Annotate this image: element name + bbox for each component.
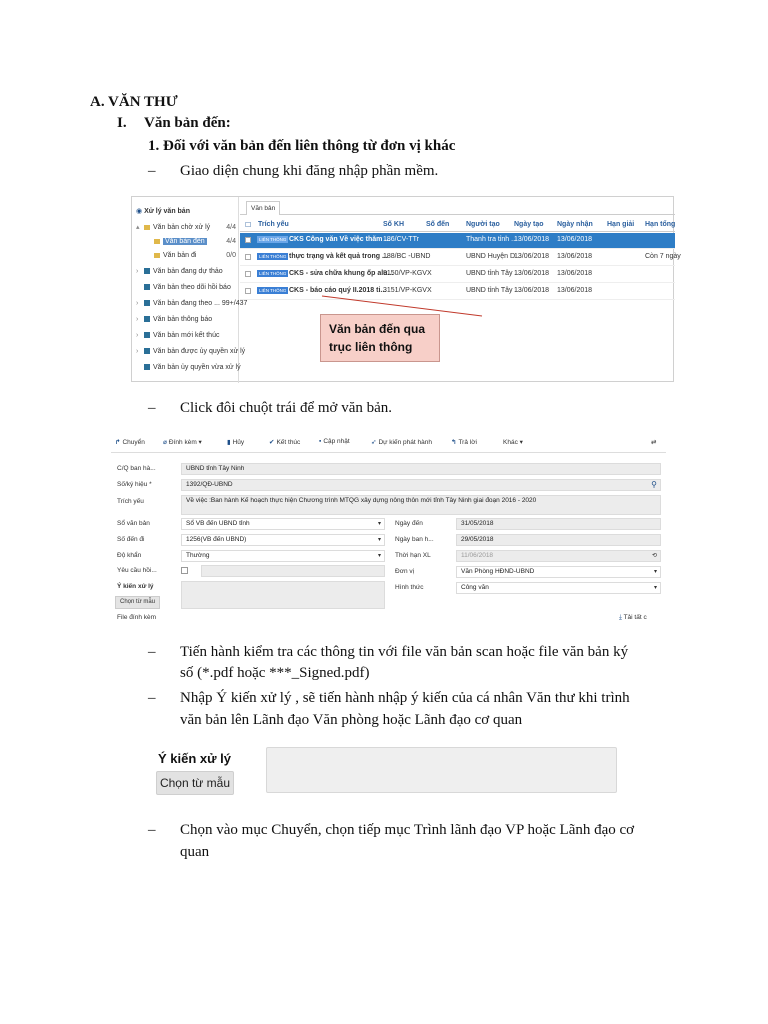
callout-box — [320, 314, 440, 362]
column-header[interactable]: Số KH — [383, 221, 404, 228]
row-created: 13/06/2018 — [514, 253, 550, 260]
link-badge: LIÊN THÔNG — [259, 271, 287, 276]
reply-required-checkbox[interactable] — [181, 567, 188, 574]
caret-down-icon: ▾ — [653, 585, 657, 591]
trash-icon: ▮ — [227, 439, 231, 446]
finish-button[interactable]: ✔ Kết thúc — [269, 439, 301, 446]
unit-select[interactable]: Văn Phòng HĐND-UBND ▾ — [456, 566, 661, 578]
reply-required-label: Yêu cầu hồi... — [117, 567, 157, 574]
send-icon: ➶ — [371, 439, 377, 446]
column-header[interactable]: Ngày tạo — [514, 221, 544, 228]
row-number: 186/CV-TTr — [383, 236, 419, 243]
reply-button[interactable]: ↰ Trả lời — [451, 439, 477, 446]
callout-line: trục liên thông — [329, 340, 413, 354]
section-i-heading: Văn bản đến: — [144, 115, 231, 131]
chevron-right-icon: › — [136, 348, 139, 355]
register-select[interactable]: Sổ VB đến UBND tỉnh ▾ — [181, 518, 385, 530]
row-created: 13/06/2018 — [514, 287, 550, 294]
issue-date-label: Ngày ban h... — [395, 536, 434, 543]
caret-down-icon: ▾ — [377, 537, 381, 543]
bullet-dash: – — [148, 690, 156, 706]
incoming-number-label: Số đến đi — [117, 536, 145, 543]
column-header[interactable]: Người tạo — [466, 221, 500, 228]
table-row[interactable] — [240, 233, 675, 249]
check-icon: ✔ — [269, 439, 275, 446]
issuer-field[interactable]: UBND tỉnh Tây Ninh — [181, 463, 661, 475]
search-icon[interactable]: ⚲ — [651, 480, 657, 489]
choose-template-button-large[interactable]: Chọn từ mẫu — [156, 771, 234, 795]
chevron-down-icon: ▴ — [136, 224, 140, 231]
folder-icon — [144, 225, 150, 230]
row-creator: UBND tỉnh Tây ... — [466, 270, 521, 277]
choose-template-button[interactable]: Chọn từ mẫu — [115, 596, 160, 609]
bullet-2-text: Click đôi chuột trái để mở văn bản. — [180, 400, 393, 416]
forward-icon: ↱ — [115, 439, 121, 446]
opinion-title: Ý kiến xử lý — [158, 751, 232, 766]
opinion-label: Ý kiến xử lý — [117, 583, 154, 590]
tree-item-delegate-done[interactable]: Văn bản ủy quyền vừa xử lý — [132, 361, 239, 374]
row-summary: CKS - báo cáo quý II.2018 ti... — [289, 287, 387, 294]
tree-item-follow[interactable]: Văn bản theo dõi hồi báo — [132, 281, 239, 294]
row-creator: UBND Huyện D... — [466, 253, 521, 260]
row-summary: thực trạng và kết quả trong ... — [289, 253, 388, 260]
row-created: 13/06/2018 — [514, 270, 550, 277]
list-icon — [144, 316, 150, 322]
reply-icon: ↰ — [451, 439, 457, 446]
tree-item-tracking[interactable]: › Văn bản đang theo ... 99+/437 — [132, 297, 239, 310]
forward-button[interactable]: ↱ Chuyển — [115, 439, 145, 446]
save-icon: ▪ — [319, 438, 322, 445]
caret-down-icon: ▾ — [377, 553, 381, 559]
table-header — [240, 218, 675, 232]
more-button[interactable]: Khác ▾ — [503, 439, 523, 446]
arrival-date-label: Ngày đến — [395, 520, 423, 527]
column-header[interactable]: Trích yếu — [258, 221, 289, 228]
opinion-textarea[interactable] — [181, 581, 385, 609]
column-header[interactable]: Hạn giải — [607, 221, 635, 228]
list-icon — [144, 300, 150, 306]
urgency-label: Độ khẩn — [117, 552, 142, 559]
subsection-1-heading: 1. Đối với văn bản đến liên thông từ đơn vị khác — [148, 138, 456, 154]
table-row[interactable] — [240, 250, 681, 266]
urgency-select[interactable]: Thường ▾ — [181, 550, 385, 562]
row-number: 3151/VP-KGVX — [383, 287, 432, 294]
tree-item-drafts[interactable]: › Văn bản đang dự thảo — [132, 265, 239, 278]
row-received: 13/06/2018 — [557, 270, 593, 277]
list-icon — [144, 332, 150, 338]
row-summary: CKS - sửa chữa khung ốp alu... — [289, 270, 394, 277]
tree-item-delegated[interactable]: › Văn bản được ủy quyền xử lý — [132, 345, 239, 358]
row-created: 13/06/2018 — [514, 236, 550, 243]
issuer-label: C/Q ban hà... — [117, 465, 156, 472]
form-label: Hình thức — [395, 584, 424, 591]
tree-title: ◉ Xử lý văn bản — [136, 208, 190, 215]
bullet-3-text-line1: Tiến hành kiểm tra các thông tin với file văn bản scan hoặc file văn bản ký — [180, 644, 629, 660]
download-all-link[interactable]: ⤓ Tải tất c — [619, 614, 647, 621]
bullet-dash: – — [148, 400, 156, 416]
document-list-panel — [240, 197, 681, 383]
paperclip-icon: ⌀ — [163, 439, 167, 446]
folder-icon — [154, 239, 160, 244]
chevron-right-icon: › — [136, 332, 139, 339]
screenshot-document-list — [131, 196, 681, 382]
row-number: 188/BC -UBND — [383, 253, 431, 260]
row-creator: UBND tỉnh Tây ... — [466, 287, 521, 294]
release-draft-button[interactable]: ➶ Dự kiến phát hành — [371, 439, 432, 446]
update-button[interactable]: ▪ Cập nhật — [319, 438, 350, 445]
table-row[interactable] — [240, 267, 675, 283]
cancel-button[interactable]: ▮ Hủy — [227, 439, 245, 446]
row-creator: Thanh tra tỉnh ... — [466, 236, 517, 243]
row-received: 13/06/2018 — [557, 236, 593, 243]
row-received: 13/06/2018 — [557, 253, 593, 260]
arrival-date-field[interactable]: 31/05/2018 — [456, 518, 661, 530]
collapse-icon[interactable]: ⇄ — [651, 439, 657, 446]
number-field[interactable]: 1392/QĐ-UBND ⚲ — [181, 479, 661, 491]
chevron-right-icon: › — [136, 316, 139, 323]
list-icon — [144, 364, 150, 370]
tree-item-finished[interactable]: › Văn bản mới kết thúc — [132, 329, 239, 342]
callout-line: Văn bản đến qua — [329, 322, 426, 336]
document-icon: ◉ — [136, 208, 143, 215]
column-header[interactable]: Hạn tổng — [645, 221, 676, 228]
row-checkbox[interactable] — [245, 271, 251, 277]
bullet-dash: – — [148, 822, 156, 838]
tree-item-pending[interactable]: ▴ Văn bản chờ xử lý 4/4 — [132, 221, 239, 234]
screenshot-document-detail — [111, 431, 666, 624]
caret-down-icon: ▾ — [653, 569, 657, 575]
toolbar — [111, 431, 666, 453]
number-label: Số/ký hiệu * — [117, 481, 152, 488]
bullet-4-text-line2: văn bản lên Lãnh đạo Văn phòng hoặc Lãnh đạo cơ quan — [180, 712, 523, 728]
deadline-field[interactable]: 11/06/2018 ⟲ — [456, 550, 661, 562]
attachment-label: File đính kèm — [117, 614, 157, 621]
deadline-label: Thời hạn XL — [395, 552, 431, 559]
bullet-5-text-line1: Chọn vào mục Chuyển, chọn tiếp mục Trình lãnh đạo VP hoặc Lãnh đạo cơ — [180, 822, 635, 838]
bullet-dash: – — [148, 644, 156, 660]
reset-icon[interactable]: ⟲ — [651, 553, 657, 559]
chevron-right-icon: › — [136, 268, 139, 275]
opinion-zoom-screenshot — [155, 747, 617, 799]
checkbox-icon[interactable]: ☐ — [245, 222, 252, 229]
folder-icon — [154, 253, 160, 258]
link-badge: LIÊN THÔNG — [259, 254, 287, 259]
left-tree-panel — [132, 197, 248, 383]
summary-field[interactable]: Về việc :Ban hành Kế hoạch thực hiện Chương trình MTQG xây dựng nông thôn mới tỉnh Tây Ninh giai đoạn 2016 - 2020 — [181, 495, 661, 515]
caret-down-icon: ▾ — [377, 521, 381, 527]
tab-documents[interactable]: Văn bản — [246, 201, 280, 215]
form-select[interactable]: Công văn ▾ — [456, 582, 661, 594]
section-i-number: I. — [117, 115, 127, 131]
bullet-dash: – — [148, 163, 156, 179]
link-badge: LIÊN THÔNG — [259, 237, 287, 242]
row-number: 3150/VP-KGVX — [383, 270, 432, 277]
bullet-1-text: Giao diện chung khi đăng nhập phần mềm. — [180, 163, 439, 179]
incoming-number-field[interactable]: 1256(VB đến UBND) ▾ — [181, 534, 385, 546]
download-icon: ⤓ — [619, 614, 622, 621]
row-received: 13/06/2018 — [557, 287, 593, 294]
issue-date-field[interactable]: 29/05/2018 — [456, 534, 661, 546]
summary-label: Trích yếu — [117, 498, 144, 505]
attach-button[interactable]: ⌀ Đính kèm ▾ — [163, 439, 202, 446]
tab-bar — [240, 197, 675, 215]
column-header[interactable]: Số đến — [426, 221, 450, 228]
chevron-right-icon: › — [136, 300, 139, 307]
column-header[interactable]: Ngày nhận — [557, 221, 593, 228]
list-icon — [144, 268, 150, 274]
unit-label: Đơn vị — [395, 568, 415, 575]
bullet-4-text-line1: Nhập Ý kiến xử lý , sẽ tiến hành nhập ý kiến của cá nhân Văn thư khi trình — [180, 690, 630, 706]
opinion-textarea-large[interactable] — [266, 747, 617, 793]
tree-item-incoming[interactable]: Văn bản đến 4/4 — [132, 235, 239, 248]
link-badge: LIÊN THÔNG — [259, 288, 287, 293]
tree-item-notice[interactable]: › Văn bản thông báo — [132, 313, 239, 326]
tree-item-outgoing[interactable]: Văn bản đi 0/0 — [132, 249, 239, 262]
list-icon — [144, 284, 150, 290]
row-checkbox[interactable] — [245, 288, 251, 294]
row-remaining: Còn 7 ngày — [645, 253, 681, 260]
row-checkbox[interactable] — [245, 254, 251, 260]
row-checkbox[interactable] — [245, 237, 251, 243]
reply-required-field[interactable] — [201, 565, 385, 577]
list-icon — [144, 348, 150, 354]
register-label: Sổ văn bản — [117, 520, 150, 527]
bullet-5-text-line2: quan — [180, 844, 210, 860]
row-summary: CKS Công văn Về việc thăm ... — [289, 236, 391, 243]
bullet-3-text-line2: số (*.pdf hoặc ***_Signed.pdf) — [180, 665, 370, 681]
section-a-heading: A. VĂN THƯ — [90, 94, 178, 110]
